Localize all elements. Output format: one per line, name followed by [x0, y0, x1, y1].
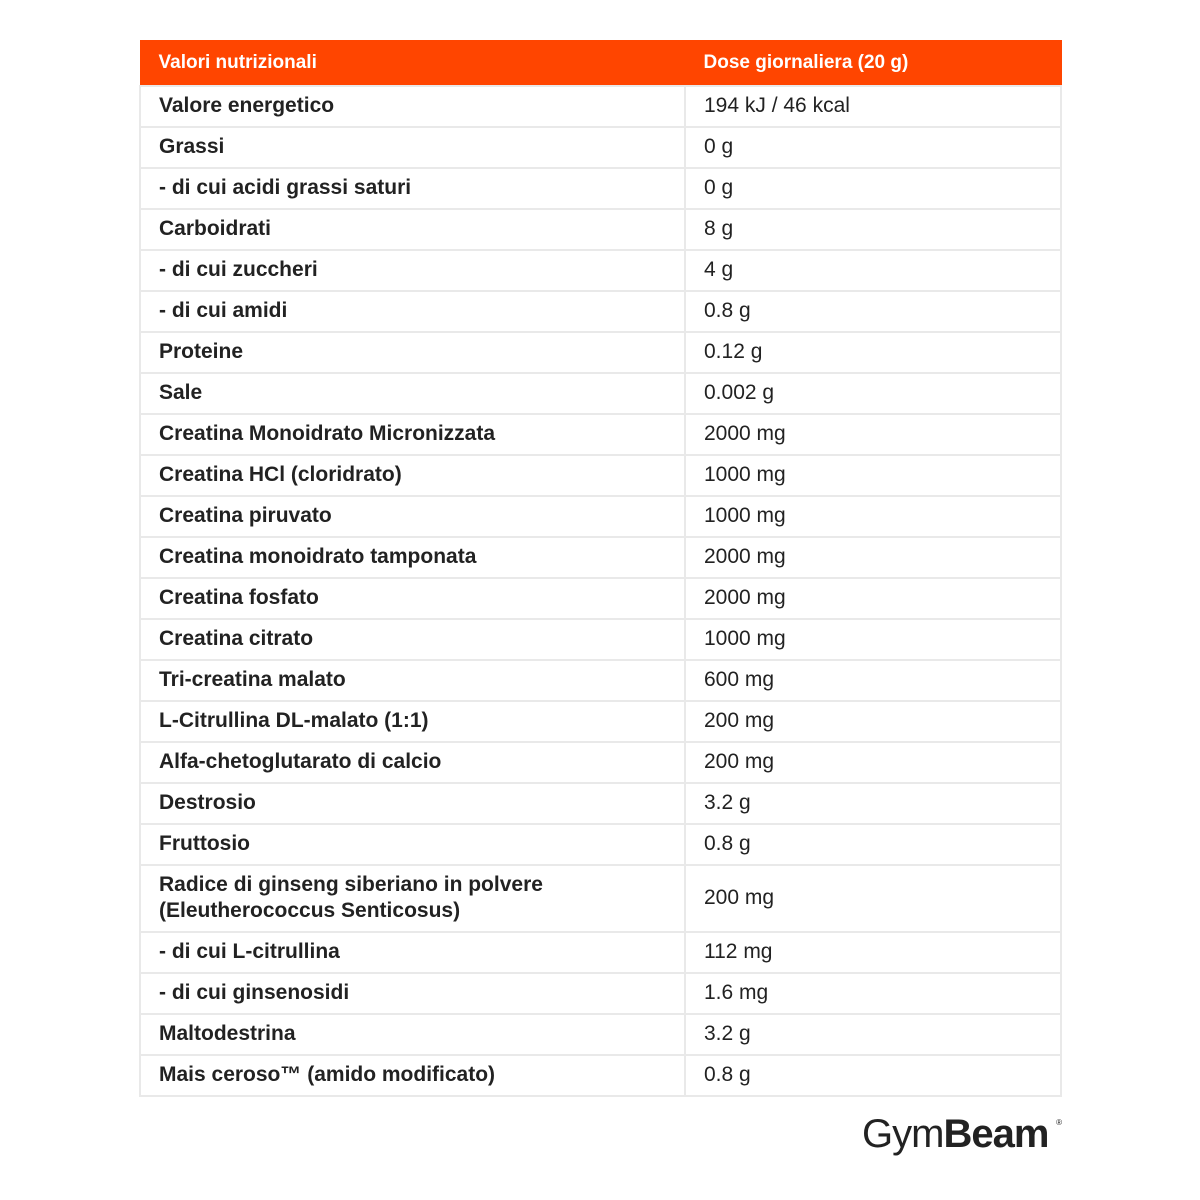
- nutrient-name: Fruttosio: [140, 824, 685, 865]
- header-nutritional-values: Valori nutrizionali: [140, 41, 685, 86]
- table-row: [140, 973, 1061, 1014]
- table-row: [140, 742, 1061, 783]
- nutrient-name: - di cui L-citrullina: [140, 932, 685, 973]
- nutrient-name: Destrosio: [140, 783, 685, 824]
- table-row: [140, 1055, 1061, 1096]
- nutrient-dose: 200 mg: [685, 742, 1061, 783]
- logo-text-beam: Beam: [943, 1112, 1049, 1156]
- nutrient-name: Creatina piruvato: [140, 496, 685, 537]
- table-row: [140, 373, 1061, 414]
- table-row: [140, 865, 1061, 932]
- table-row: [140, 496, 1061, 537]
- header-daily-dose: Dose giornaliera (20 g): [685, 41, 1061, 86]
- table-row: [140, 537, 1061, 578]
- nutrient-name: Creatina citrato: [140, 619, 685, 660]
- nutrient-dose: 2000 mg: [685, 537, 1061, 578]
- nutrient-name: Creatina monoidrato tamponata: [140, 537, 685, 578]
- nutrition-table: [139, 40, 1062, 1097]
- nutrient-name: Alfa-chetoglutarato di calcio: [140, 742, 685, 783]
- nutrient-name: Grassi: [140, 127, 685, 168]
- table-row: [140, 932, 1061, 973]
- nutrient-name: Valore energetico: [140, 86, 685, 127]
- nutrient-name: [140, 865, 685, 932]
- gymbeam-logo: [862, 1112, 1062, 1164]
- table-row: [140, 701, 1061, 742]
- table-row: [140, 455, 1061, 496]
- nutrient-dose: 0.8 g: [685, 1055, 1061, 1096]
- nutrient-dose: 0 g: [685, 127, 1061, 168]
- nutrient-dose: 600 mg: [685, 660, 1061, 701]
- table-row: [140, 414, 1061, 455]
- table-body: [140, 86, 1061, 1096]
- header-row: [140, 41, 1061, 86]
- nutrient-dose: 0.8 g: [685, 291, 1061, 332]
- nutrient-dose: 0 g: [685, 168, 1061, 209]
- nutrient-name-line2: (Eleutherococcus Senticosus): [159, 899, 461, 922]
- table-row: [140, 86, 1061, 127]
- nutrient-dose: 2000 mg: [685, 414, 1061, 455]
- nutrient-name: - di cui zuccheri: [140, 250, 685, 291]
- nutrient-dose: 1000 mg: [685, 455, 1061, 496]
- nutrient-name: Maltodestrina: [140, 1014, 685, 1055]
- nutrient-name: Creatina HCl (cloridrato): [140, 455, 685, 496]
- registered-mark: ®: [1056, 1118, 1062, 1127]
- nutrient-dose: 112 mg: [685, 932, 1061, 973]
- nutrient-dose: 4 g: [685, 250, 1061, 291]
- nutrient-dose: 200 mg: [685, 701, 1061, 742]
- table-row: [140, 660, 1061, 701]
- nutrient-name: - di cui amidi: [140, 291, 685, 332]
- table-row: [140, 783, 1061, 824]
- nutrient-name: Sale: [140, 373, 685, 414]
- nutrient-dose: 0.002 g: [685, 373, 1061, 414]
- nutrient-name-line1: Radice di ginseng siberiano in polvere: [159, 873, 543, 896]
- nutrient-name: Creatina Monoidrato Micronizzata: [140, 414, 685, 455]
- nutrient-dose: 1000 mg: [685, 496, 1061, 537]
- nutrient-name: Proteine: [140, 332, 685, 373]
- table-row: [140, 250, 1061, 291]
- nutrient-dose: 200 mg: [685, 865, 1061, 932]
- nutrient-name: - di cui acidi grassi saturi: [140, 168, 685, 209]
- nutrient-dose: 2000 mg: [685, 578, 1061, 619]
- nutrient-name: L-Citrullina DL-malato (1:1): [140, 701, 685, 742]
- nutrient-name: Mais ceroso™ (amido modificato): [140, 1055, 685, 1096]
- table-row: [140, 168, 1061, 209]
- table-row: [140, 1014, 1061, 1055]
- table-row: [140, 127, 1061, 168]
- nutrient-dose: 0.12 g: [685, 332, 1061, 373]
- nutrient-name: Creatina fosfato: [140, 578, 685, 619]
- table-row: [140, 824, 1061, 865]
- nutrient-name: Carboidrati: [140, 209, 685, 250]
- table-row: [140, 209, 1061, 250]
- logo-text-gym: Gym: [862, 1112, 944, 1156]
- nutrient-dose: 194 kJ / 46 kcal: [685, 86, 1061, 127]
- table-header: [140, 41, 1061, 86]
- nutrient-name: Tri-creatina malato: [140, 660, 685, 701]
- nutrient-dose: 8 g: [685, 209, 1061, 250]
- nutrient-dose: 0.8 g: [685, 824, 1061, 865]
- nutrient-dose: 3.2 g: [685, 1014, 1061, 1055]
- table-row: [140, 578, 1061, 619]
- nutrient-name: - di cui ginsenosidi: [140, 973, 685, 1014]
- nutrient-dose: 1.6 mg: [685, 973, 1061, 1014]
- table-row: [140, 291, 1061, 332]
- table-row: [140, 332, 1061, 373]
- table-row: [140, 619, 1061, 660]
- nutrient-dose: 3.2 g: [685, 783, 1061, 824]
- nutrient-dose: 1000 mg: [685, 619, 1061, 660]
